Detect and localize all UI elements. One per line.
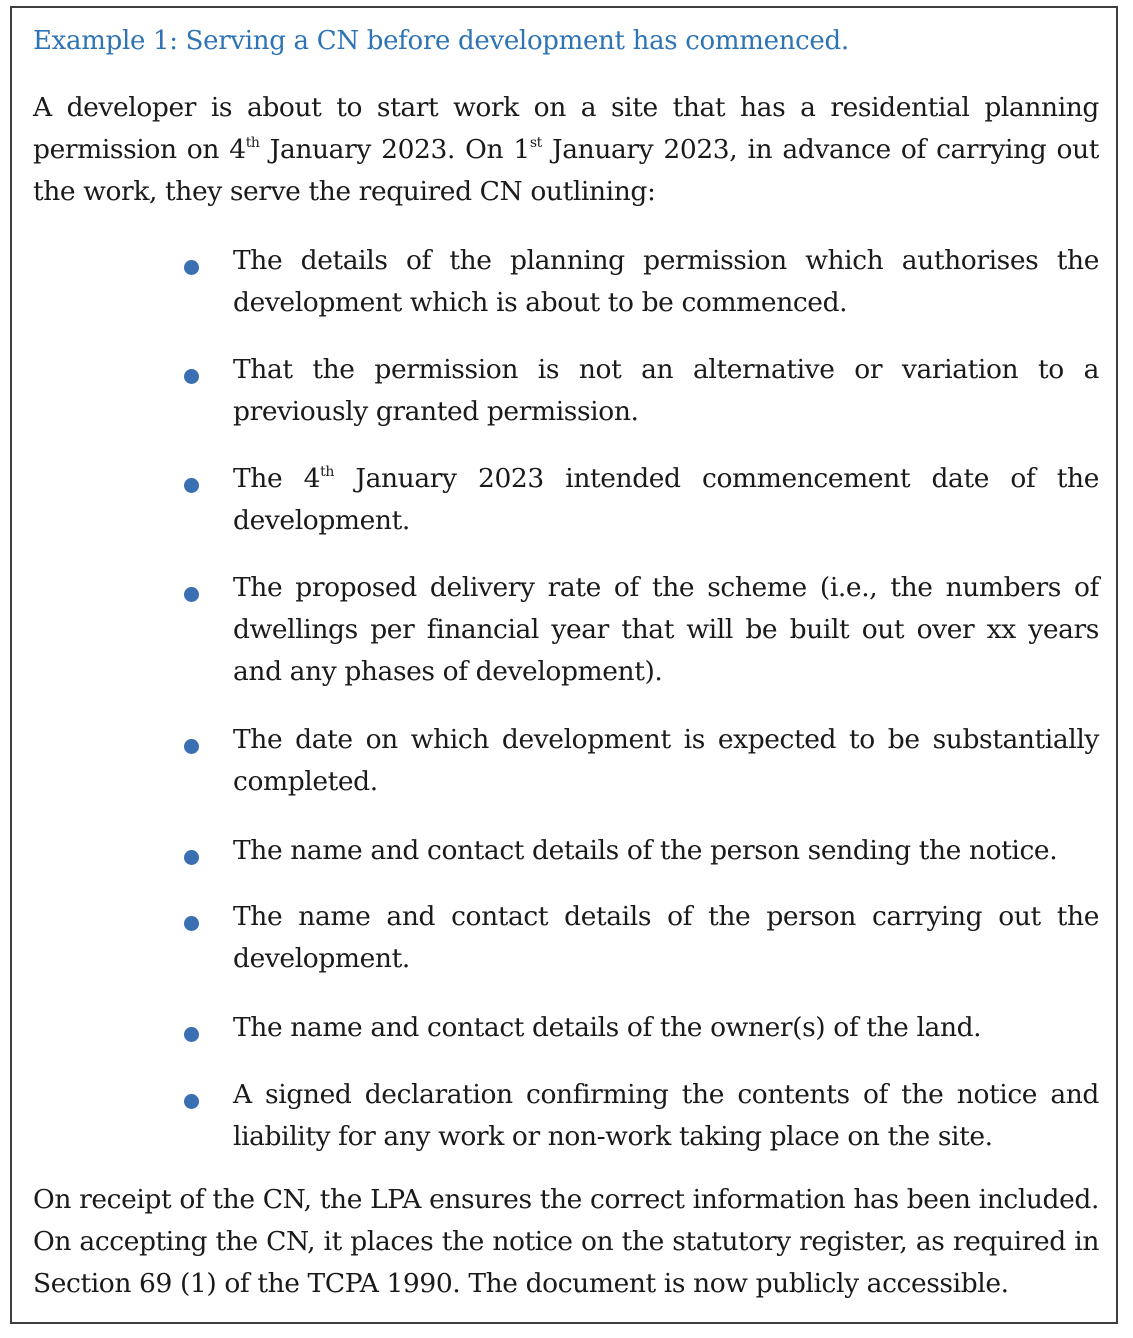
list-item-text: The proposed delivery rate of the scheme (i.e., the numbers of dwellings per financial year that will be built out over xx years and any phases of development). [233,572,1099,687]
list-item-text-b: January 2023 intended commencement date of the development. [233,463,1099,536]
example-title: Example 1: Serving a CN before development has commenced. [33,26,849,56]
list-item-text-a: The 4 [233,463,321,494]
list-item-text: The date on which development is expected to be substantially completed. [233,724,1099,797]
bullet-dot-icon [184,369,199,384]
list-item-sup: th [320,464,334,480]
bullet-dot-icon [184,739,199,754]
bullet-dot-icon [184,1094,199,1109]
bullet-dot-icon [184,916,199,931]
bullet-dot-icon [184,478,199,493]
list-item-text: A signed declaration confirming the contents of the notice and liability for any work or non-work taking place on the site. [233,1079,1099,1152]
bullet-dot-icon [184,1027,199,1042]
example-box [10,6,1118,1324]
list-item-text [233,458,1099,542]
intro-sup-2: st [529,135,542,151]
list-item-text: The name and contact details of the person sending the notice. [233,835,1058,866]
conclusion-paragraph: On receipt of the CN, the LPA ensures the correct information has been included. On accepting the CN, it places the notice on the statutory register, as required in Section 69 (1) of the TCPA 1990. The document is now publicly accessible. [33,1184,1099,1299]
list-item-text: The name and contact details of the person carrying out the development. [233,901,1099,974]
bullet-dot-icon [184,587,199,602]
list-item-text: The details of the planning permission which authorises the development which is about to be commenced. [233,245,1099,318]
intro-sup-1: th [245,135,260,151]
intro-text-3: January 2023, in advance of carrying out the work, they serve the required CN outlining: [33,134,1100,207]
list-item-text: That the permission is not an alternative or variation to a previously granted permission. [233,354,1099,427]
intro-text-2: January 2023. On 1 [259,134,530,165]
bullet-dot-icon [184,850,199,865]
bullet-list [12,8,1116,1322]
bullet-dot-icon [184,260,199,275]
list-item-text: The name and contact details of the owner(s) of the land. [233,1012,982,1043]
intro-text-1: A developer is about to start work on a site that has a residential planning permission on 4 [33,92,1099,165]
